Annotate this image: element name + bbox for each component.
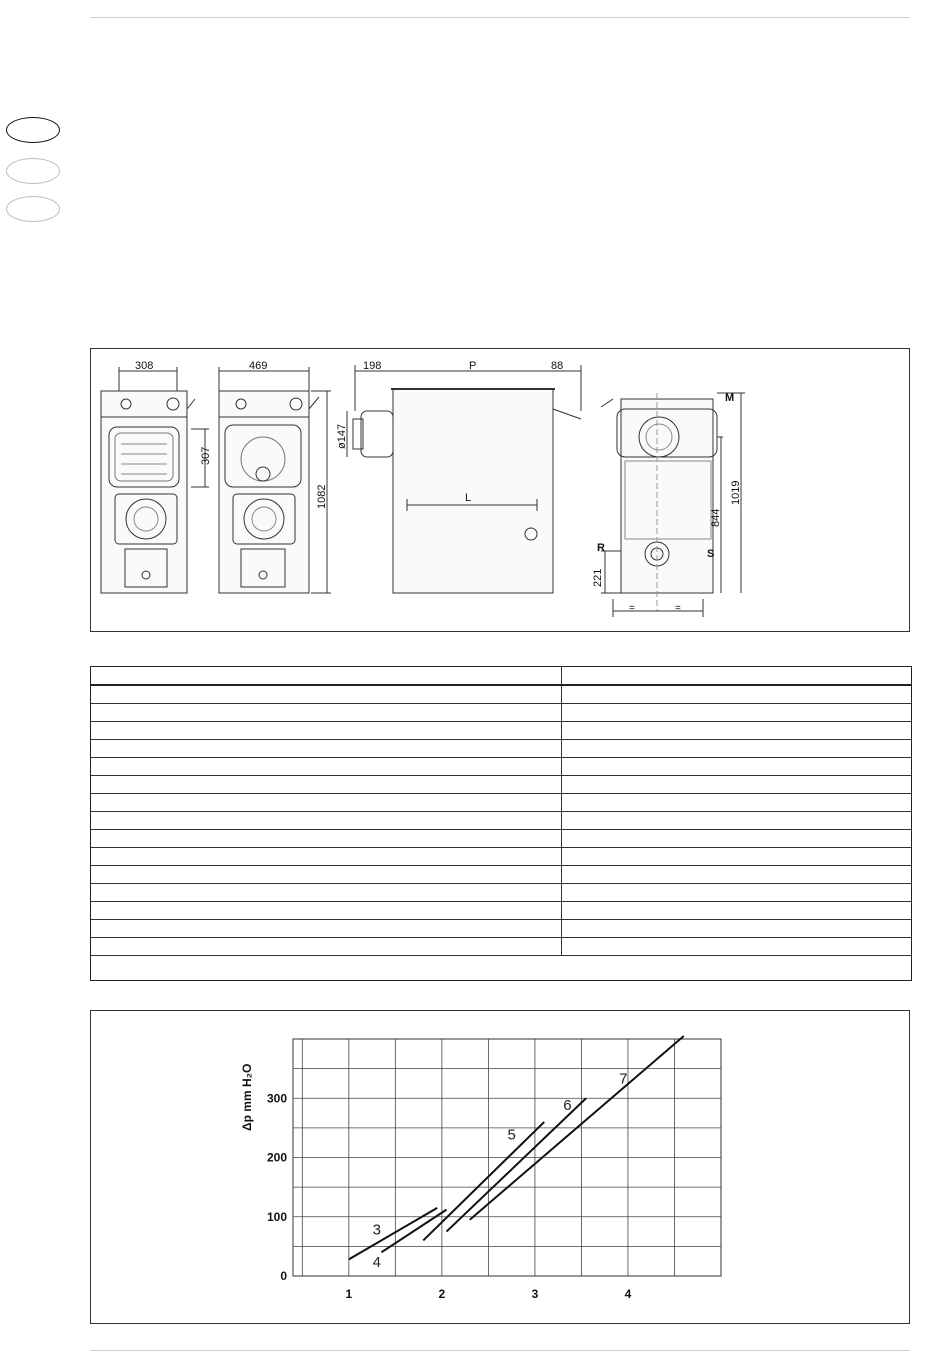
x-tick-label: 3 <box>531 1287 539 1301</box>
spec-label-cell <box>91 884 562 902</box>
spec-label-cell <box>91 938 562 956</box>
boiler-dimension-drawing <box>91 349 909 631</box>
table-row <box>91 758 911 776</box>
front-view-right <box>219 367 331 593</box>
spec-label-cell <box>91 866 562 884</box>
table-row <box>91 848 911 866</box>
spec-label-cell <box>91 920 562 938</box>
x-tick-label: 1 <box>345 1287 353 1301</box>
table-row <box>91 776 911 794</box>
dim-side-depth: P <box>469 360 477 372</box>
spec-value-cell <box>562 920 912 938</box>
table-row <box>91 794 911 812</box>
dim-door-height: 307 <box>200 446 212 465</box>
spec-value-cell <box>562 902 912 920</box>
spec-value-cell <box>562 722 912 740</box>
series-line-3 <box>349 1208 437 1260</box>
rear-view <box>601 393 745 617</box>
technical-drawing <box>90 348 910 632</box>
table-row <box>91 866 911 884</box>
language-option-1[interactable] <box>6 117 60 143</box>
dim-rear-height: 1019 <box>730 480 742 505</box>
spec-value-cell <box>562 776 912 794</box>
spec-value-cell <box>562 848 912 866</box>
spec-value-cell <box>562 740 912 758</box>
table-row <box>91 920 911 938</box>
label-equal-left: = <box>629 603 635 614</box>
table-row <box>91 902 911 920</box>
spec-label-cell <box>91 848 562 866</box>
spec-value-cell <box>562 884 912 902</box>
spec-note-row <box>91 956 911 984</box>
pressure-drop-chart <box>91 1011 909 1323</box>
dim-front-width: 308 <box>135 360 154 372</box>
series-label-5: 5 <box>507 1126 516 1144</box>
label-s: S <box>707 548 715 560</box>
table-row <box>91 884 911 902</box>
spec-value-cell <box>562 830 912 848</box>
spec-value-cell <box>562 758 912 776</box>
table-row <box>91 938 911 956</box>
y-tick-label: 0 <box>280 1269 287 1283</box>
spec-label-cell <box>91 722 562 740</box>
spec-label-cell <box>91 740 562 758</box>
table-row <box>91 704 911 722</box>
dim-front-width-2: 469 <box>249 360 268 372</box>
spec-value-cell <box>562 704 912 722</box>
spec-label-cell <box>91 685 562 704</box>
dim-length: L <box>465 492 472 504</box>
series-line-6 <box>447 1098 587 1231</box>
dim-bottom-height: 221 <box>592 568 604 587</box>
spec-table <box>90 666 912 981</box>
spec-table-grid <box>91 667 911 983</box>
dim-side-left: 198 <box>363 360 382 372</box>
spec-value-cell <box>562 866 912 884</box>
bottom-rule <box>90 1350 910 1351</box>
series-line-5 <box>423 1122 544 1241</box>
table-row <box>91 740 911 758</box>
series-label-6: 6 <box>563 1097 572 1115</box>
table-row <box>91 830 911 848</box>
dim-total-height: 1082 <box>316 484 328 509</box>
x-tick-label: 2 <box>438 1287 446 1301</box>
front-view-left <box>101 367 209 593</box>
dim-connection-height: 844 <box>710 508 722 527</box>
side-view <box>347 365 581 593</box>
spec-label-cell <box>91 830 562 848</box>
spec-label-cell <box>91 812 562 830</box>
spec-label-cell <box>91 776 562 794</box>
series-label-7: 7 <box>619 1070 628 1088</box>
y-tick-label: 300 <box>266 1091 287 1106</box>
top-rule <box>90 17 910 18</box>
spec-table-header <box>91 667 911 685</box>
spec-value-cell <box>562 794 912 812</box>
x-tick-label: 4 <box>624 1287 632 1301</box>
spec-label-cell <box>91 902 562 920</box>
table-row <box>91 685 911 704</box>
spec-value-cell <box>562 938 912 956</box>
spec-label-cell <box>91 704 562 722</box>
label-m: M <box>725 392 735 404</box>
label-equal-right: = <box>675 603 681 614</box>
pressure-drop-chart-frame <box>90 1010 910 1324</box>
language-option-3[interactable] <box>6 196 60 222</box>
language-option-2[interactable] <box>6 158 60 184</box>
spec-note-cell <box>91 956 911 984</box>
dim-flue-diameter: ø147 <box>336 423 348 449</box>
label-r: R <box>597 542 605 554</box>
table-row <box>91 812 911 830</box>
dim-side-right: 88 <box>551 360 564 372</box>
y-tick-label: 100 <box>266 1209 287 1224</box>
y-axis-label: Δp mm H₂O <box>240 1063 254 1131</box>
series-label-3: 3 <box>372 1221 381 1239</box>
spec-label-cell <box>91 758 562 776</box>
spec-value-cell <box>562 685 912 704</box>
table-row <box>91 722 911 740</box>
series-label-4: 4 <box>372 1254 381 1272</box>
spec-value-cell <box>562 812 912 830</box>
spec-label-cell <box>91 794 562 812</box>
y-tick-label: 200 <box>266 1150 287 1165</box>
series-line-4 <box>381 1210 446 1253</box>
